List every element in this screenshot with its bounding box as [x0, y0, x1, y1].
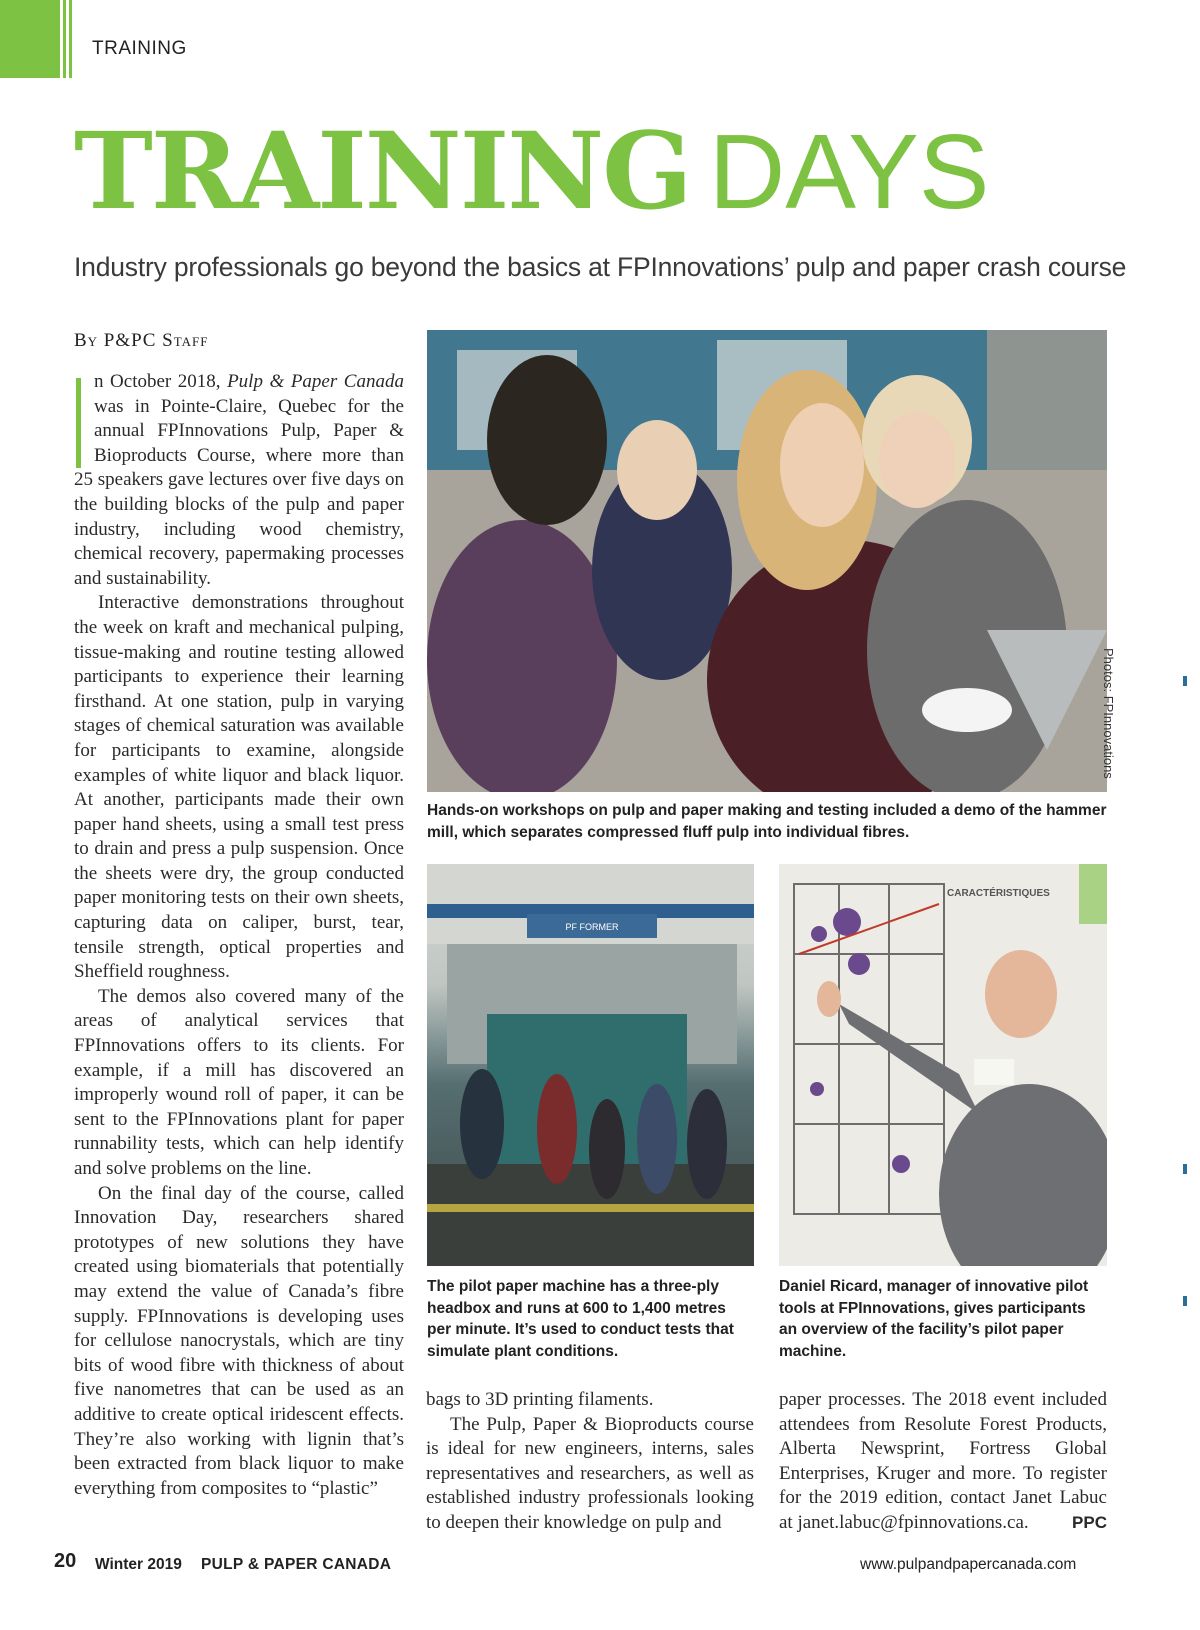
byline: By P&PC Staff — [74, 330, 209, 351]
headline-light: DAYS — [708, 113, 990, 231]
page-number: 20 — [54, 1550, 77, 1572]
photo-daniel-ricard — [779, 864, 1107, 1266]
drop-cap-space — [74, 370, 94, 466]
section-tab-rule — [63, 0, 66, 78]
website-link[interactable]: www.pulpandpapercanada.com — [860, 1556, 1077, 1573]
publication-name: PULP & PAPER CANADA — [201, 1556, 392, 1573]
issue-date: Winter 2019 — [95, 1556, 182, 1573]
article-column-1 — [74, 370, 404, 1501]
article-paragraph: On the final day of the course, called Innovation Day, researchers shared prototypes of new solutions they have created using biomaterials that potentially may extend the value of Canada’s fibre supply. FPInnovations is developing uses for cellulose nanocrystals, which are tiny bits of wood fibre with thickness of about five nanometres that can be used as an additive to create optical iridescent effects. They’re also working with lignin that’s been extracted from black liquor to make everything from composites to “plastic” — [74, 1182, 404, 1499]
article-paragraph: n October 2018, Pulp & Paper Canada was in Pointe-Claire, Quebec for the annual FPInnovations Pulp, Paper & Bioproducts Course, where more than 25 speakers gave lectures over five days on the building blocks of the pulp and paper industry, including wood chemistry, chemical recovery, papermaking processes and sustainability. — [74, 371, 404, 589]
magazine-name: Pulp & Paper Canada — [227, 371, 404, 392]
photo-hammer-mill-demo — [427, 330, 1107, 792]
photo-pilot-paper-machine — [427, 864, 754, 1266]
photo-pilot-machine-illustration — [427, 864, 754, 1266]
article-paragraph: bags to 3D printing filaments. — [426, 1389, 654, 1410]
ppc-signoff: PPC — [1072, 1512, 1107, 1532]
photo3-caption: Daniel Ricard, manager of innovative pilot tools at FPInnovations, gives participants an overview of the facility’s pilot paper machine. — [779, 1278, 1089, 1360]
photo-hammer-mill-illustration — [427, 330, 1107, 792]
photo2-caption: The pilot paper machine has a three-ply headbox and runs at 600 to 1,400 metres per minute. It’s used to conduct tests that simulate plant conditions. — [427, 1278, 734, 1360]
board-title: CARACTÉRISTIQUES — [947, 888, 1050, 899]
section-tab-rule — [69, 0, 72, 78]
photo-credit: Photos: FPInnovations — [1101, 648, 1116, 779]
article-paragraph: The Pulp, Paper & Bioproducts course is ideal for new engineers, interns, sales representatives and researchers, as well as established industry professionals looking to deepen their knowledge on pulp and — [426, 1413, 754, 1533]
article-paragraph — [779, 1388, 1107, 1536]
headline-bold: TRAINING — [74, 108, 691, 233]
photo-board-illustration — [779, 864, 1107, 1266]
article-paragraph: Interactive demonstrations throughout the week on kraft and mechanical pulping, tissue-making and routine testing allowed participants to experience their learning firsthand. At one station, pulp in varying stages of chemical saturation was available for participants to examine, alongside examples of white liquor and black liquor. At another, participants made their own paper hand sheets, using a small test press to drain and press a pulp suspension. Once the sheets were dry, the group conducted paper monitoring tests on their own sheets, capturing data on caliper, burst, tear, tensile strength, optical properties and Sheffield roughness. — [74, 592, 404, 983]
article-paragraph: The demos also covered many of the areas of analytical services that FPInnovations offers to its clients. For example, if a mill has discovered an improperly wound roll of paper, it can be sent to the FPInnovations plant for paper runnability tests, which can help identify and solve problems on the line. — [74, 985, 404, 1179]
photo1-caption: Hands-on workshops on pulp and paper making and testing included a demo of the hammer mill, which separates compressed fluff pulp into individual fibres. — [427, 802, 1107, 841]
headline — [74, 108, 990, 233]
article-closing-text: paper processes. The 2018 event included attendees from Resolute Forest Products, Alberta Newsprint, Fortress Global Enterprises, Kruger and more. To register for the 2019 edition, contact Janet Labuc at janet.labuc@fpinnovations.ca. — [779, 1389, 1107, 1533]
article-column-3 — [779, 1388, 1107, 1536]
section-tab-block — [0, 0, 60, 78]
edge-mark — [1183, 1164, 1187, 1174]
edge-mark — [1183, 676, 1187, 686]
section-label: TRAINING — [92, 38, 187, 59]
subheadline: Industry professionals go beyond the basics at FPInnovations’ pulp and paper crash course — [74, 252, 1127, 282]
article-column-2 — [426, 1388, 754, 1536]
edge-mark — [1183, 1296, 1187, 1306]
machine-sign-text: PF FORMER — [565, 922, 619, 932]
